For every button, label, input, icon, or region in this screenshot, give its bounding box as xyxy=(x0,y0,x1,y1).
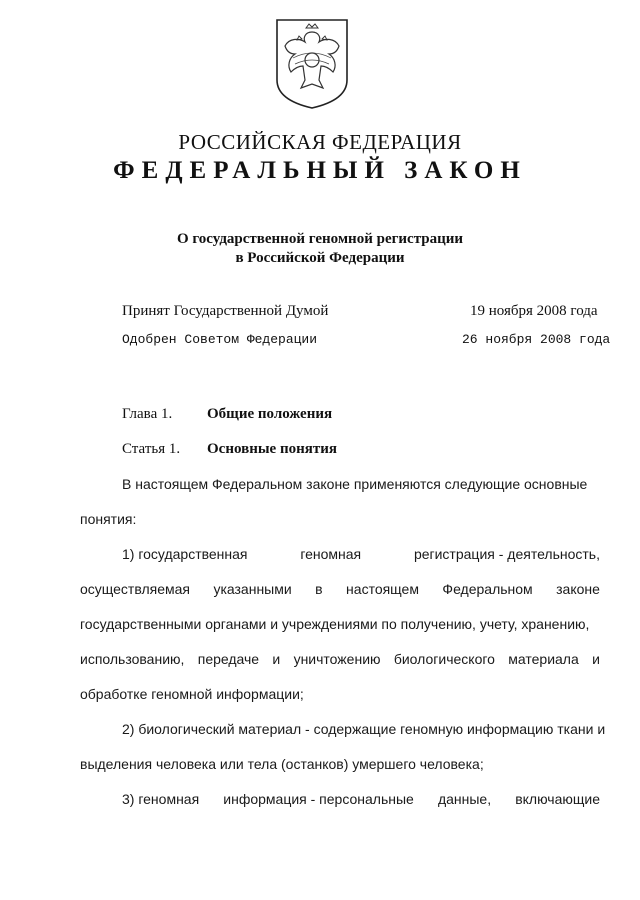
definition-3-line-1 xyxy=(122,791,600,807)
council-approval-date: 26 ноября 2008 года xyxy=(462,332,611,347)
word: и xyxy=(272,651,281,667)
word: 1) государственная xyxy=(122,546,248,562)
duma-adoption-label: Принят Государственной Думой xyxy=(122,303,329,319)
word: материала xyxy=(508,651,579,667)
word: уничтожению xyxy=(293,651,381,667)
definition-1-line-1 xyxy=(122,546,600,562)
word: настоящем xyxy=(346,581,419,597)
word: Федеральном xyxy=(442,581,533,597)
definition-1-line-2 xyxy=(80,581,600,597)
definition-1-line-5: обработке геномной информации; xyxy=(80,686,304,702)
word: использованию, xyxy=(80,651,185,667)
chapter-label: Глава 1. xyxy=(122,406,173,422)
word: законе xyxy=(556,581,600,597)
word: геномная xyxy=(300,546,362,562)
word: регистрация - деятельность, xyxy=(413,546,600,562)
word: биологического xyxy=(393,651,495,667)
word: указанными xyxy=(213,581,292,597)
definition-2-line-1: 2) биологический материал - содержащие геномную информацию ткани и xyxy=(122,721,606,737)
country-heading: РОССИЙСКАЯ ФЕДЕРАЦИЯ xyxy=(178,130,462,154)
definition-1-line-3: государственными органами и учреждениями по получению, учету, хранению, xyxy=(80,616,590,632)
definition-2-line-2: выделения человека или тела (останков) умершего человека; xyxy=(80,756,484,772)
chapter-title: Общие положения xyxy=(207,406,333,422)
council-approval-label: Одобрен Советом Федерации xyxy=(122,332,318,347)
word: в xyxy=(315,581,323,597)
word: передаче xyxy=(197,651,260,667)
word: осуществляемая xyxy=(80,581,190,597)
duma-adoption-date: 19 ноября 2008 года xyxy=(470,303,598,319)
intro-text-line-1: В настоящем Федеральном законе применяются следующие основные xyxy=(122,476,588,492)
word: включающие xyxy=(515,791,600,807)
word: информация - персональные xyxy=(223,791,414,807)
intro-text-line-2: понятия: xyxy=(80,511,137,527)
word: данные, xyxy=(437,791,492,807)
coat-of-arms-emblem xyxy=(275,18,349,110)
word: 3) геномная xyxy=(122,791,200,807)
document-type-heading: ФЕДЕРАЛЬНЫЙ ЗАКОН xyxy=(113,157,527,184)
word: и xyxy=(592,651,600,667)
law-title-line-2: в Российской Федерации xyxy=(235,250,405,266)
law-title-line-1: О государственной геномной регистрации xyxy=(176,231,464,247)
article-label: Статья 1. xyxy=(122,441,181,457)
definition-1-line-4 xyxy=(80,651,600,667)
article-title: Основные понятия xyxy=(207,441,337,457)
